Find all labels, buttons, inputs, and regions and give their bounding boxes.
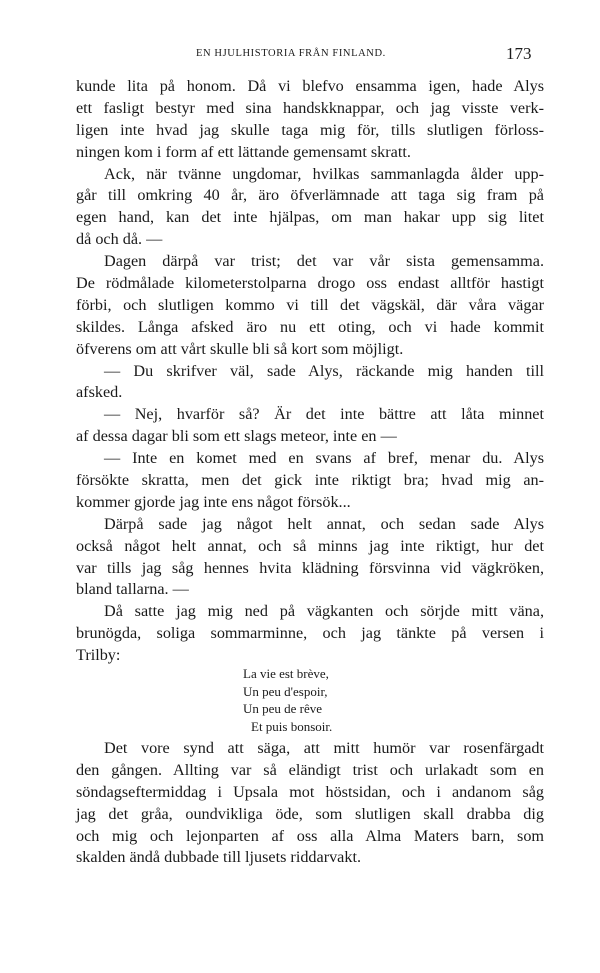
text-line: brunögda, soliga sommarminne, och jag tänkte på versen i <box>76 624 544 643</box>
text-line: De rödmålade kilometerstolparna drogo oss endast alltför hastigt <box>76 274 544 293</box>
text-line: öfverens om att vårt skulle bli så kort som möjligt. <box>76 339 404 358</box>
text-line: var tills jag såg hennes hvita klädning försvinna vid vägkröken, <box>76 558 544 577</box>
page-header <box>0 44 600 66</box>
text-line: afsked. <box>76 383 123 402</box>
text-line: kunde lita på honom. Då vi blefvo ensamma igen, hade Alys <box>76 77 544 95</box>
text-line: går till omkring 40 år, äro öfverlämnade att taga sig fram på <box>76 186 544 205</box>
text-line: Då satte jag mig ned på vägkanten och sörjde mitt väna, <box>104 602 544 621</box>
body-text <box>76 76 544 667</box>
text-line: egen hand, kan det inte hjälpas, om man hakar upp sig litet <box>76 208 544 227</box>
text-line: söndagseftermiddag i Upsala mot höstsidan, och i andanom såg <box>76 782 544 801</box>
text-line: Därpå sade jag något helt annat, och sedan sade Alys <box>104 514 544 533</box>
verse-line: Et puis bonsoir. <box>251 718 333 734</box>
text-line: jag det gråa, oundvikliga öde, som slutligen skall drabba dig <box>76 804 544 823</box>
page-number: 173 <box>506 44 532 63</box>
text-line: kommer gjorde jag inte ens något försök... <box>76 492 351 511</box>
closing-paragraph <box>76 738 544 869</box>
text-line: då och då. — <box>76 230 163 249</box>
verse-quote <box>243 665 443 735</box>
verse-line: La vie est brève, <box>243 666 329 681</box>
text-line: förbi, och slutligen kommo vi till det vägskäl, där våra vägar <box>76 295 544 314</box>
verse-line: Un peu de rêve <box>243 701 323 716</box>
text-line: Trilby: <box>76 646 121 665</box>
text-line: försökte skratta, men det gick inte riktigt bra; hvad mig an- <box>76 471 544 490</box>
text-line: också något helt annat, och så minns jag inte riktigt, hur det <box>76 536 544 555</box>
text-line: Ack, när tvänne ungdomar, hvilkas sammanlagda ålder upp- <box>104 164 544 183</box>
verse-line: Un peu d'espoir, <box>243 683 328 699</box>
text-line: ett fasligt bestyr med sina handskknappar, och jag visste verk- <box>76 98 544 117</box>
text-line: bland tallarna. — <box>76 580 189 599</box>
text-line: skildes. Långa afsked äro nu ett oting, och vi hade kommit <box>76 317 544 336</box>
text-line: och mig och lejonparten af oss alla Alma Maters barn, som <box>76 826 544 845</box>
text-line: — Nej, hvarför så? Är det inte bättre att låta minnet <box>104 405 544 424</box>
text-line: ningen kom i form af ett lättande gemensamt skratt. <box>76 142 411 161</box>
text-line: af dessa dagar bli som ett slags meteor, inte en — <box>76 427 397 446</box>
text-line: Det vore synd att säga, att mitt humör var rosenfärgadt <box>104 739 544 757</box>
text-line: — Du skrifver väl, sade Alys, räckande mig handen till <box>104 361 544 380</box>
text-line: Dagen därpå var trist; det var vår sista gemensamma. <box>104 252 544 271</box>
text-line: den gången. Allting var så eländigt trist och urlakadt som en <box>76 760 544 779</box>
text-line: ligen inte hvad jag skulle taga mig för, tills slutligen förloss- <box>76 120 544 139</box>
text-line: — Inte en komet med en svans af bref, menar du. Alys <box>104 449 544 468</box>
running-title: EN HJULHISTORIA FRÅN FINLAND. <box>196 48 386 59</box>
text-line: skalden ändå dubbade till ljusets riddarvakt. <box>76 848 362 867</box>
